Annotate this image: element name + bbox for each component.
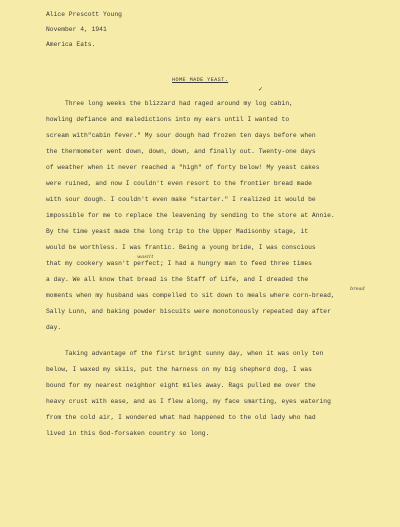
text-line: lived in this God-forsaken country so long. — [46, 430, 210, 437]
text-line: bound for my nearest neighbor eight miles away. Rags pulled me over the — [46, 382, 316, 389]
author-line: Alice Prescott Young — [46, 11, 122, 18]
text-line: Taking advantage of the first bright sunny day, when it was only ten — [46, 350, 324, 357]
document-title: HOME MADE YEAST. — [172, 77, 229, 83]
text-line: By the time yeast made the long trip to the Upper Madisonby stage, it — [46, 228, 309, 235]
text-line: the thermometer went down, down, down, and finally out. Twenty-one days — [46, 148, 316, 155]
text-line: scream with"cabin fever." My sour dough had frozen ten days before when — [46, 132, 316, 139]
date-line: November 4, 1941 — [46, 26, 107, 33]
text-line: moments when my husband was compelled to sit down to meals where corn-bread, — [46, 292, 335, 299]
text-line: were ruined, and now I couldn't even resort to the frontier bread made — [46, 180, 312, 187]
text-line: from the cold air, I wondered what had happened to the old lady who had — [46, 414, 316, 421]
handwritten-correction: wasn't — [137, 254, 154, 260]
handwritten-insertion: bread — [350, 286, 365, 292]
text-line: with sour dough. I couldn't even make "starter." I realized it would be — [46, 196, 316, 203]
text-line: Three long weeks the blizzard had raged around my log cabin, — [46, 100, 293, 107]
margin-check-mark: ✓ — [258, 86, 264, 93]
text-line: heavy crust with ease, and as I flew along, my face smarting, eyes watering — [46, 398, 331, 405]
text-line: that my cookery wasn't perfect; I had a hungry man to feed three times — [46, 260, 312, 267]
text-line: below, I waxed my skiis, put the harness on my big shepherd dog, I was — [46, 366, 312, 373]
text-line: impossible for me to replace the leavening by sending to the store at Annie. — [46, 212, 335, 219]
text-line: howling defiance and maledictions into my ears until I wanted to — [46, 116, 290, 123]
publication-line: America Eats. — [46, 41, 96, 48]
text-line: Sally Lunn, and baking powder biscuits were monotonously repeated day after — [46, 308, 331, 315]
text-line: a day. We all know that bread is the Staff of Life, and I dreaded the — [46, 276, 309, 283]
text-line: would be worthless. I was frantic. Being a young bride, I was conscious — [46, 244, 316, 251]
text-line: day. — [46, 324, 62, 331]
text-line: of weather when it never reached a "high" of forty below! My yeast cakes — [46, 164, 320, 171]
